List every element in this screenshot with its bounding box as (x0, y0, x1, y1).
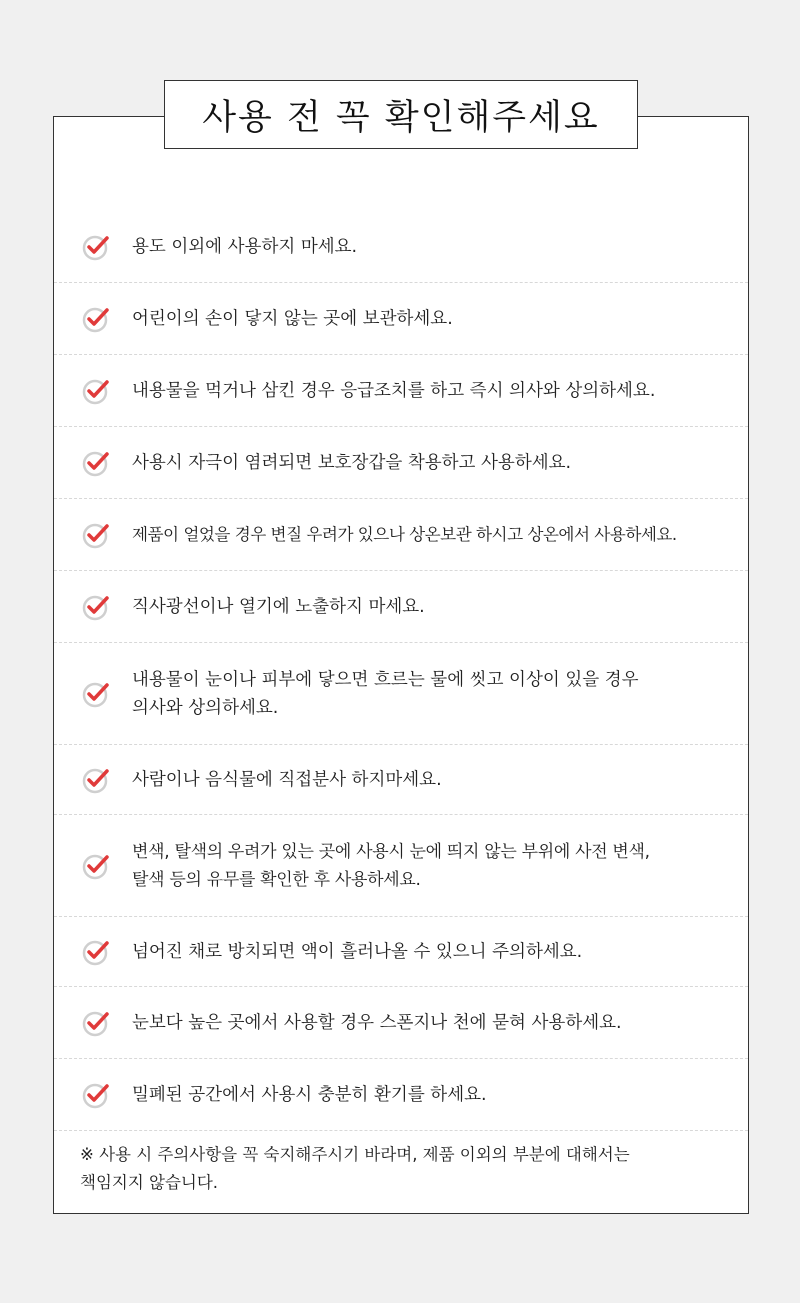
list-item-text: 밀폐된 공간에서 사용시 충분히 환기를 하세요. (132, 1084, 487, 1105)
disclaimer-note: ※ 사용 시 주의사항을 꼭 숙지해주시기 바라며, 제품 이외의 부분에 대해서는 책임지지 않습니다. (80, 1145, 630, 1192)
check-mark-icon (82, 938, 110, 966)
list-item-text: 직사광선이나 열기에 노출하지 마세요. (132, 596, 425, 617)
list-item (54, 211, 748, 283)
list-item-text: 눈보다 높은 곳에서 사용할 경우 스폰지나 천에 묻혀 사용하세요. (132, 1012, 622, 1033)
check-mark-icon (82, 233, 110, 261)
caution-list (54, 211, 748, 1131)
list-item-text: 내용물을 먹거나 삼킨 경우 응급조치를 하고 즉시 의사와 상의하세요. (132, 380, 656, 401)
check-mark-icon (82, 1009, 110, 1037)
list-item (54, 815, 748, 917)
list-item-text: 내용물이 눈이나 피부에 닿으면 흐르는 물에 씻고 이상이 있을 경우 의사와 상의하세요. (132, 669, 639, 718)
list-item (54, 1059, 748, 1131)
list-item (54, 643, 748, 745)
check-mark-icon (82, 377, 110, 405)
caution-card (53, 116, 749, 1214)
list-item-text: 사람이나 음식물에 직접분사 하지마세요. (132, 769, 442, 790)
list-item-text: 넘어진 채로 방치되면 액이 흘러나올 수 있으니 주의하세요. (132, 941, 583, 962)
check-mark-icon (82, 521, 110, 549)
check-mark-icon (82, 680, 110, 708)
check-mark-icon (82, 593, 110, 621)
list-item (54, 917, 748, 987)
list-item (54, 499, 748, 571)
page-title: 사용 전 꼭 확인해주세요 (164, 80, 638, 149)
list-item-text: 사용시 자극이 염려되면 보호장갑을 착용하고 사용하세요. (132, 452, 572, 473)
check-mark-icon (82, 766, 110, 794)
check-mark-icon (82, 1081, 110, 1109)
list-item-text: 제품이 얼었을 경우 변질 우려가 있으나 상온보관 하시고 상온에서 사용하세요. (132, 524, 677, 544)
list-item (54, 571, 748, 643)
check-mark-icon (82, 449, 110, 477)
check-mark-icon (82, 852, 110, 880)
list-item (54, 745, 748, 815)
list-item (54, 987, 748, 1059)
list-item (54, 427, 748, 499)
list-item (54, 283, 748, 355)
list-item (54, 355, 748, 427)
check-mark-icon (82, 305, 110, 333)
list-item-text: 용도 이외에 사용하지 마세요. (132, 236, 358, 257)
list-item-text: 변색, 탈색의 우려가 있는 곳에 사용시 눈에 띄지 않는 부위에 사전 변색, 탈색 등의 유무를 확인한 후 사용하세요. (132, 841, 650, 890)
list-item-text: 어린이의 손이 닿지 않는 곳에 보관하세요. (132, 308, 453, 329)
